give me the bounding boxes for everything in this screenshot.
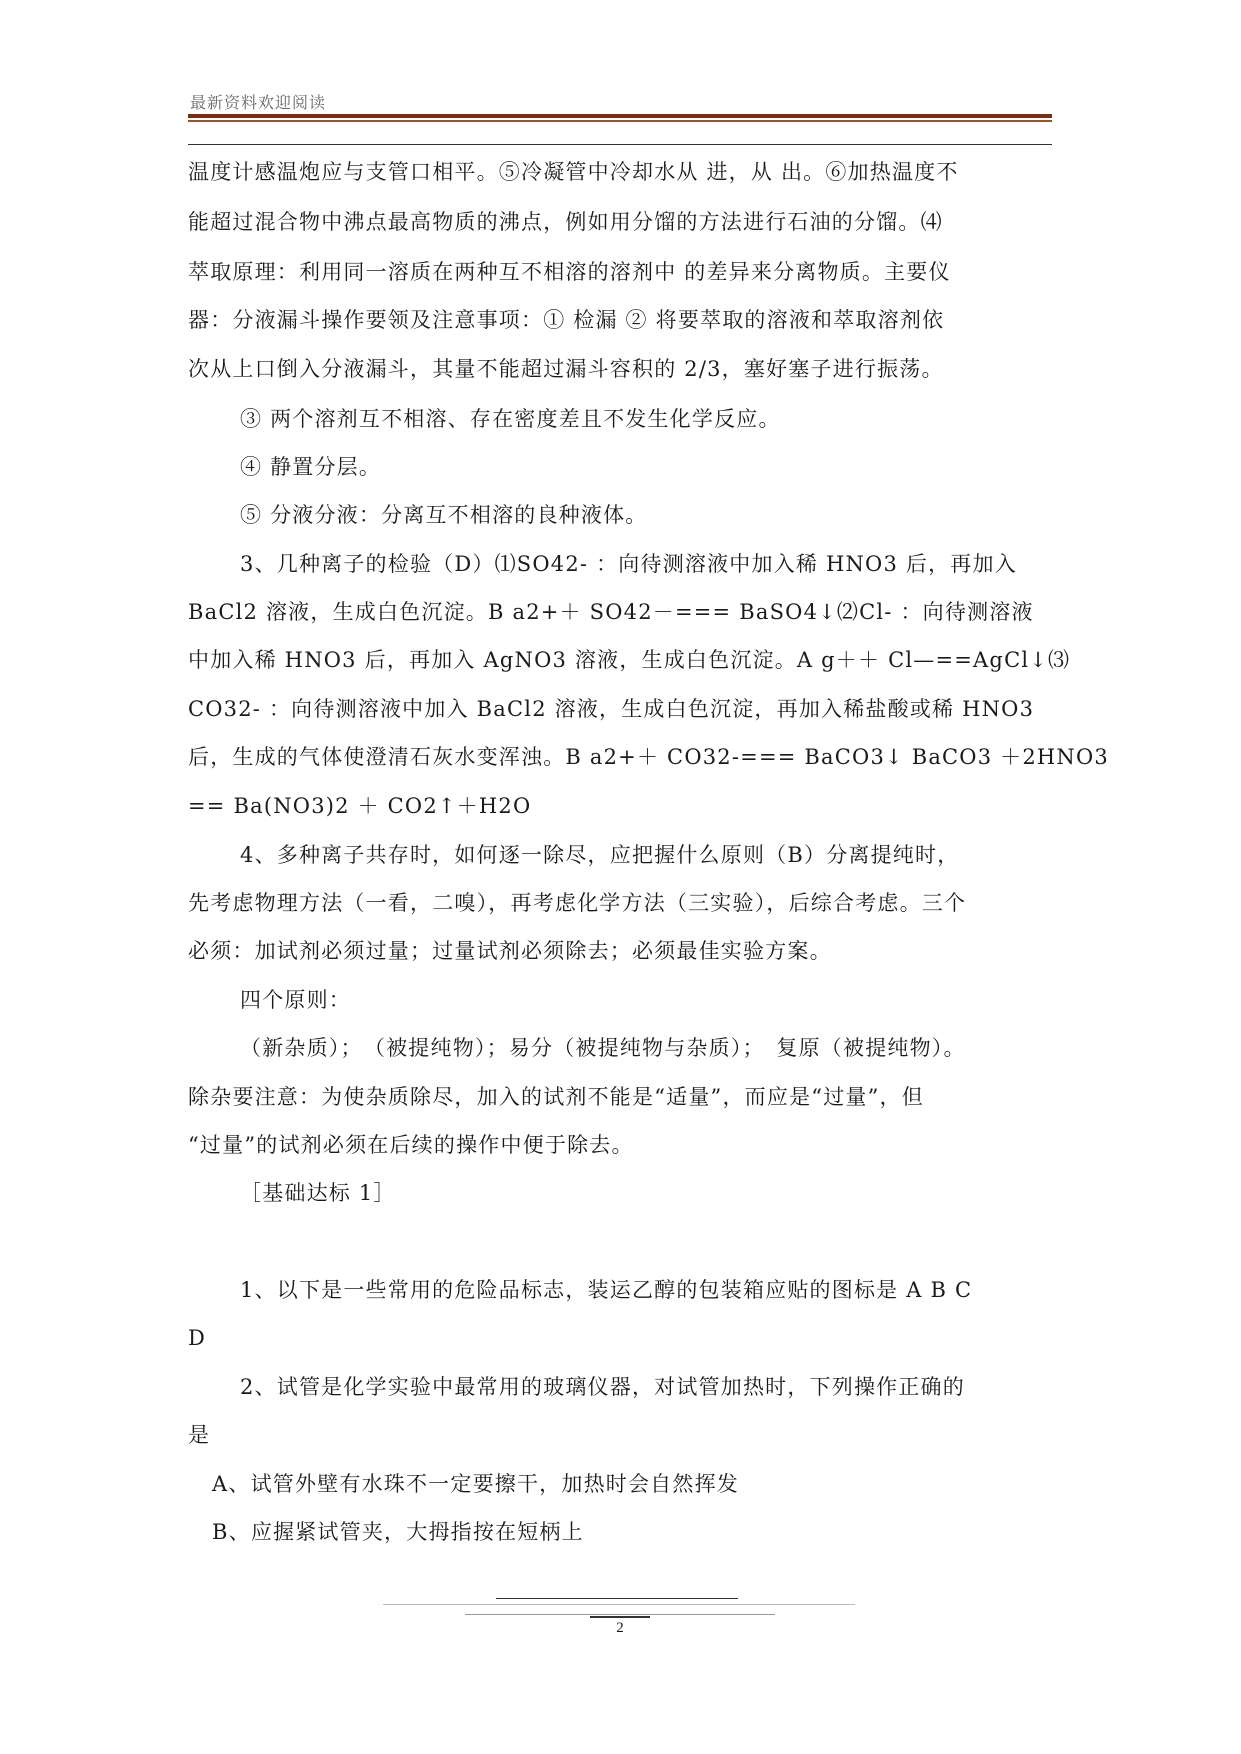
text-line: 2、试管是化学实验中最常用的玻璃仪器，对试管加热时，下列操作正确的	[240, 1375, 965, 1399]
text-line: 必须：加试剂必须过量；过量试剂必须除去；必须最佳实验方案。	[188, 939, 832, 963]
text-line: BaCl2 溶液，生成白色沉淀。B a2+＋ SO42－=== BaSO4↓⑵Cl- ：向待测溶液	[188, 600, 1034, 624]
text-line: （新杂质）； （被提纯物）；易分（被提纯物与杂质）； 复原（被提纯物）。	[240, 1036, 966, 1060]
text-line: A、试管外壁有水珠不一定要擦干，加热时会自然挥发	[212, 1472, 739, 1496]
text-line: 除杂要注意：为使杂质除尽，加入的试剂不能是“适量”，而应是“过量”，但	[188, 1085, 924, 1109]
footer-rule	[590, 1616, 650, 1618]
text-line: ④ 静置分层。	[240, 455, 382, 479]
text-line: ⑤ 分液分液：分离互不相溶的良种液体。	[240, 503, 648, 527]
text-line: 温度计感温炮应与支管口相平。⑤冷凝管中冷却水从 进，从 出。⑥加热温度不	[188, 160, 959, 184]
text-line: 是	[188, 1423, 211, 1447]
page-number: 2	[616, 1620, 624, 1636]
text-line: 1、以下是一些常用的危险品标志，装运乙醇的包装箱应贴的图标是 A B C	[240, 1278, 973, 1302]
text-line: “过量”的试剂必须在后续的操作中便于除去。	[188, 1133, 634, 1157]
text-line: 中加入稀 HNO3 后，再加入 AgNO3 溶液，生成白色沉淀。A g＋＋ Cl—==AgCl↓⑶	[188, 648, 1071, 672]
footer-rule	[496, 1598, 738, 1599]
text-line: 4、多种离子共存时，如何逐一除尽，应把握什么原则（B）分离提纯时，	[240, 843, 960, 867]
header-rule-mid	[188, 120, 1052, 122]
text-line: 次从上口倒入分液漏斗，其量不能超过漏斗容积的 2/3，塞好塞子进行振荡。	[188, 357, 944, 381]
footer-rule	[465, 1614, 775, 1615]
text-line: 先考虑物理方法（一看，二嗅），再考虑化学方法（三实验），后综合考虑。三个	[188, 891, 967, 915]
footer-rule	[383, 1604, 855, 1605]
header-rule-thick	[188, 114, 1052, 118]
text-line: ③ 两个溶剂互不相溶、存在密度差且不发生化学反应。	[240, 407, 781, 431]
text-line: 后，生成的气体使澄清石灰水变浑浊。B a2+＋ CO32-=== BaCO3↓ BaCO3 ＋2HNO3	[188, 745, 1109, 769]
text-line: 四个原则：	[240, 988, 351, 1012]
text-line: 萃取原理：利用同一溶质在两种互不相溶的溶剂中 的差异来分离物质。主要仪	[188, 260, 951, 284]
text-line: 器：分液漏斗操作要领及注意事项：① 检漏 ② 将要萃取的溶液和萃取溶剂依	[188, 308, 945, 332]
header-rule-thin	[188, 144, 1052, 145]
text-line: 能超过混合物中沸点最高物质的沸点，例如用分馏的方法进行石油的分馏。⑷	[188, 210, 943, 234]
text-line: D	[188, 1326, 207, 1350]
text-line: ［基础达标 1］	[240, 1181, 396, 1205]
text-line: CO32- ：向待测溶液中加入 BaCl2 溶液，生成白色沉淀，再加入稀盐酸或稀 HNO3	[188, 697, 1035, 721]
text-line: == Ba(NO3)2 ＋ CO2↑＋H2O	[188, 794, 532, 818]
text-line: B、应握紧试管夹，大拇指按在短柄上	[212, 1520, 584, 1544]
text-line: 3、几种离子的检验（D）⑴SO42- ：向待测溶液中加入稀 HNO3 后，再加入	[240, 552, 1017, 576]
header-text: 最新资料欢迎阅读	[190, 93, 327, 112]
